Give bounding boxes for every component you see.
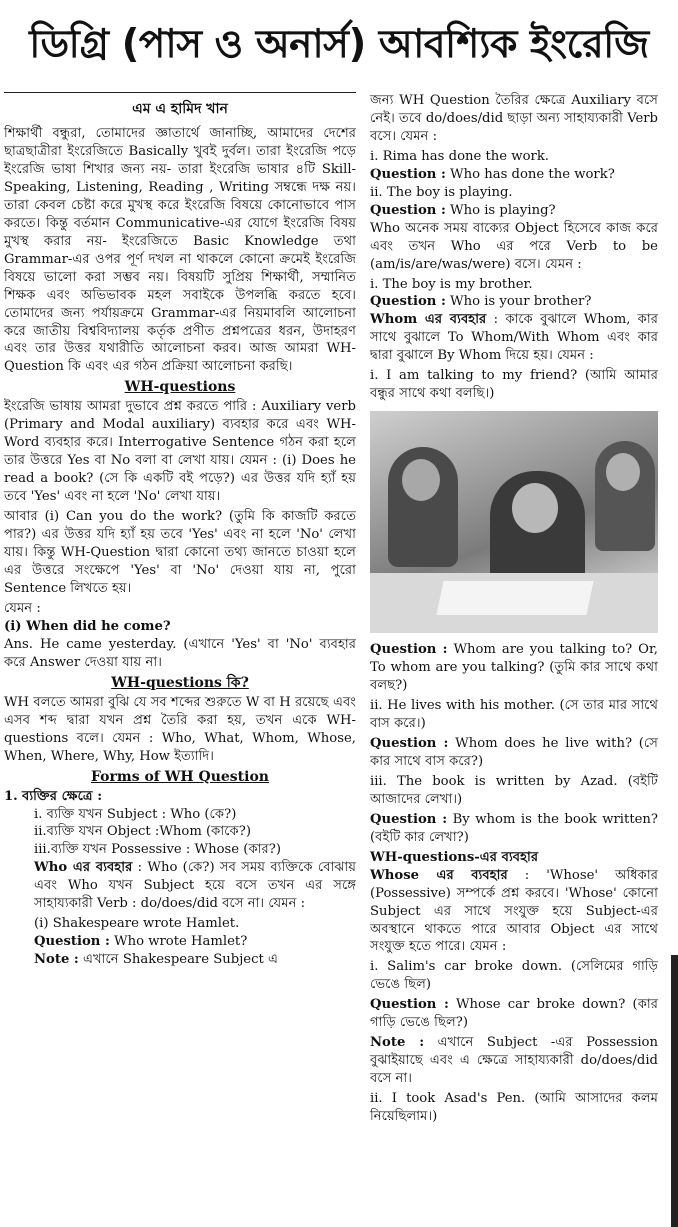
example-boy-playing: ii. The boy is playing.	[370, 184, 513, 200]
paragraph-who-object: Who অনেক সময় বাক্যের Object হিসেবে কাজ করে এবং তখন Who এর পরে Verb to be (am/is/are/was/were) বসে। যেমন :	[370, 220, 658, 272]
paragraph-can-you: আবার (i) Can you do the work? (তুমি কি কাজটি করতে পার?) এর উত্তর যদি হ্যাঁ হয় তবে 'Yes' এবং না হলে 'No' লেখা যায়। কিন্তু WH-Question দ্বারা কোনো তথ্য জানতে চাওয়া হলে এর উত্তরে সংক্ষেপে 'Yes' বা 'No' দেওয়া যায় না, পুরো Sentence লিখতে হয়।	[4, 509, 356, 596]
paragraph-ways-to-ask: ইংরেজি ভাষায় আমরা দুভাবে প্রশ্ন করতে পারি : Auxiliary verb (Primary and Modal auxiliary) ব্যবহার করে এবং WH-Word ব্যবহার করে। Interrogative Sentence গঠন করা হলে তার উত্তরে Yes বা No বলা বা লেখা যায়। যেমন : (i) Does he read a book? (সে কি একটি বই পড়ে?) এর উত্তর যদি হ্যাঁ হয় তবে 'Yes' এবং না হলে 'No' লেখা যায়।	[4, 399, 356, 505]
paragraph-whom-usage	[370, 311, 658, 365]
note-label: Note :	[34, 952, 79, 968]
question-salim	[370, 996, 658, 1032]
note-text: এখানে Subject -এর Possession বুঝাইয়াছে এবং এ ক্ষেত্রে সাহায্যকারী do/does/did বসে না।	[370, 1035, 658, 1087]
question-label: Question :	[370, 202, 446, 218]
note-line	[4, 951, 356, 969]
example-asad: ii. I took Asad's Pen. (আমি আসাদের কলম নিয়েছিলাম।)	[370, 1091, 658, 1125]
who-usage-text: : Who (কে?) সব সময় ব্যক্তিকে বোঝায় এবং Who যখন Subject হয়ে বসে তখন এর সঙ্গে সাহায্যকারী Verb : do/does/did বসে না। যেমন :	[34, 860, 356, 912]
section-heading-wh-questions: WH-questions	[124, 379, 236, 396]
page-headline: ডিগ্রি (পাস ও অনার্স) আবশ্যিক ইংরেজি	[29, 22, 649, 67]
question-rima	[370, 166, 658, 184]
whose-usage-text: : 'Whose' অধিকার (Possessive) সম্পর্কে প্রশ্ন করবে। 'Whose' কোনো Subject এর সাথে সংযুক্ত হয়ে Subject-এর অবস্থানে থাকতে পারে আবার Object এর সাথে সংযুক্ত হতে পারে। যেমন :	[370, 867, 658, 955]
question-mother	[370, 735, 658, 771]
sub-item-subject: i. ব্যক্তি যখন Subject : Who (কে?)	[34, 806, 237, 822]
paragraph-whose-usage	[370, 867, 658, 957]
sub-item-object: ii.ব্যক্তি যখন Object :Whom (কাকে?)	[34, 824, 251, 840]
question-playing	[370, 202, 658, 220]
note-text: এখানে Shakespeare Subject এ	[78, 952, 279, 968]
question-label: Question :	[370, 166, 446, 182]
question-label: Question :	[370, 294, 446, 310]
who-usage-label: Who এর ব্যবহার	[34, 860, 133, 876]
question-label: Question :	[34, 934, 110, 950]
question-label: Question :	[370, 997, 449, 1013]
whom-usage-label: Whom এর ব্যবহার	[370, 312, 487, 328]
question-text: Who is playing?	[445, 202, 556, 218]
author-byline: এম এ হামিদ খান	[132, 101, 228, 117]
question-text: Whom does he live with? (সে কার সাথে বাস করে?)	[370, 735, 658, 769]
question-text: Whom are you talking to? Or, To whom are you talking? (তুমি কার সাথে কথা বলছ?)	[370, 642, 658, 694]
question-azad	[370, 811, 658, 847]
example-shakespeare: (i) Shakespeare wrote Hamlet.	[34, 916, 240, 932]
example-question: (i) When did he come?	[4, 618, 171, 634]
paragraph-wh-definition: WH বলতে আমরা বুঝি যে সব শব্দের শুরুতে W বা H রয়েছে এবং এসব শব্দ দ্বারা যখন প্রশ্ন তৈরি করা হয়, তখন একে WH-questions বলে। যেমন : Who, What, Whom, Whose, When, Where, Why, How ইত্যাদি।	[4, 694, 356, 764]
whom-usage-text: : কাকে বুঝালে Whom, কার সাথে বুঝালে To Whom/With Whom এবং কার দ্বারা বুঝালে By Whom দিয়ে হয়। যেমন :	[370, 312, 658, 364]
question-label: Question :	[370, 642, 448, 658]
question-talking	[370, 641, 658, 695]
example-talking: i. I am talking to my friend? (আমি আমার বন্ধুর সাথে কথা বলছি।)	[370, 368, 658, 402]
page-edge-bar	[671, 955, 678, 1227]
list-item-label: ব্যক্তির ক্ষেত্রে :	[21, 788, 103, 804]
intro-paragraph: শিক্ষার্থী বন্ধুরা, তোমাদের জ্ঞাতার্থে জানাচ্ছি, আমাদের দেশের ছাত্রছাত্রীরা ইংরেজিতে Basically খুবই দুর্বল। তারা ইংরেজি পড়ে ইংরেজি ভাষা শিখার জন্য নয়- তারা ইংরেজি ভাষার ৪টি Skill-Speaking, Listening, Reading , Writing সম্বন্ধে দক্ষ নয়। তারা কেবল চেষ্টা করে মুখস্থ করে ইংরেজি বিষয়ে কোনোভাবে পাস করতে। কিন্তু বর্তমান Communicative-এর যোগে ইংরেজি বিষয় মুখস্থ করার নয়- ইংরেজিতে Basic Knowledge তথা Grammar-এর ওপর পূর্ণ দখল না থাকলে কোনো ক্রমেই ইংরেজি বিষয়ে ভালো করা সম্ভব নয়। বিষয়টি সুপ্রিয় শিক্ষার্থী, সম্মানিত শিক্ষক এবং অভিভাবক মহল সবাইকে উপলব্ধি করতে হবে। তোমাদের জন্য পর্যায়ক্রমে Grammar-এর নিয়মাবলি আলোচনা করে জাতীয় বিশ্ববিদ্যালয় কর্তৃক প্রণীত প্রশ্নপত্রের ধরন, উদাহরণ এবং তার উত্তর যথারীতি আলোচনা করব। আজ আমরা WH-Question কি এবং এর গঠন প্রক্রিয়া আলোচনা করছি।	[4, 126, 356, 375]
exam-hall-photo	[370, 411, 658, 633]
example-brother: i. The boy is my brother.	[370, 276, 533, 292]
section-heading-what-is-wh: WH-questions কি?	[111, 674, 249, 691]
subheading-wh-usage: WH-questions-এর ব্যবহার	[370, 849, 539, 865]
question-text: Who has done the work?	[445, 166, 615, 182]
question-text: Who is your brother?	[445, 294, 592, 310]
example-azad: iii. The book is written by Azad. (বইটি আজাদের লেখা।)	[370, 773, 658, 807]
sub-item-possessive: iii.ব্যক্তি যখন Possessive : Whose (কার?)	[34, 842, 281, 858]
question-text: Whose car broke down? (কার গাড়ি ভেঙে ছিল?)	[370, 997, 658, 1031]
list-item-person	[4, 788, 356, 806]
question-text: By whom is the book written? (বইটি কার লেখা?)	[370, 811, 658, 845]
note-label: Note :	[370, 1035, 425, 1051]
paragraph-who-usage	[4, 859, 356, 913]
question-hamlet	[4, 933, 356, 951]
left-column	[4, 92, 356, 969]
whose-usage-label: Whose এর ব্যবহার	[370, 867, 508, 883]
question-brother	[370, 293, 658, 311]
example-mother: ii. He lives with his mother. (সে তার মার সাথে বাস করে।)	[370, 698, 658, 732]
example-salim: i. Salim's car broke down. (সেলিমের গাড়ি ভেঙে ছিল)	[370, 959, 658, 993]
question-label: Question :	[370, 811, 448, 827]
note-possession	[370, 1034, 658, 1088]
example-label: যেমন :	[4, 600, 41, 616]
right-column	[370, 92, 658, 1128]
list-number: 1.	[4, 788, 18, 804]
section-heading-forms: Forms of WH Question	[91, 768, 269, 785]
paragraph-auxiliary: জন্য WH Question তৈরির ক্ষেত্রে Auxiliary বসে নেই। তবে do/does/did ছাড়া অন্য সাহায্যকারী Verb বসে। যেমন :	[370, 93, 658, 144]
question-label: Question :	[370, 735, 449, 751]
example-answer: Ans. He came yesterday. (এখানে 'Yes' বা 'No' ব্যবহার করে Answer দেওয়া যায় না।	[4, 636, 356, 670]
question-text: Who wrote Hamlet?	[109, 934, 248, 950]
example-rima: i. Rima has done the work.	[370, 148, 549, 164]
